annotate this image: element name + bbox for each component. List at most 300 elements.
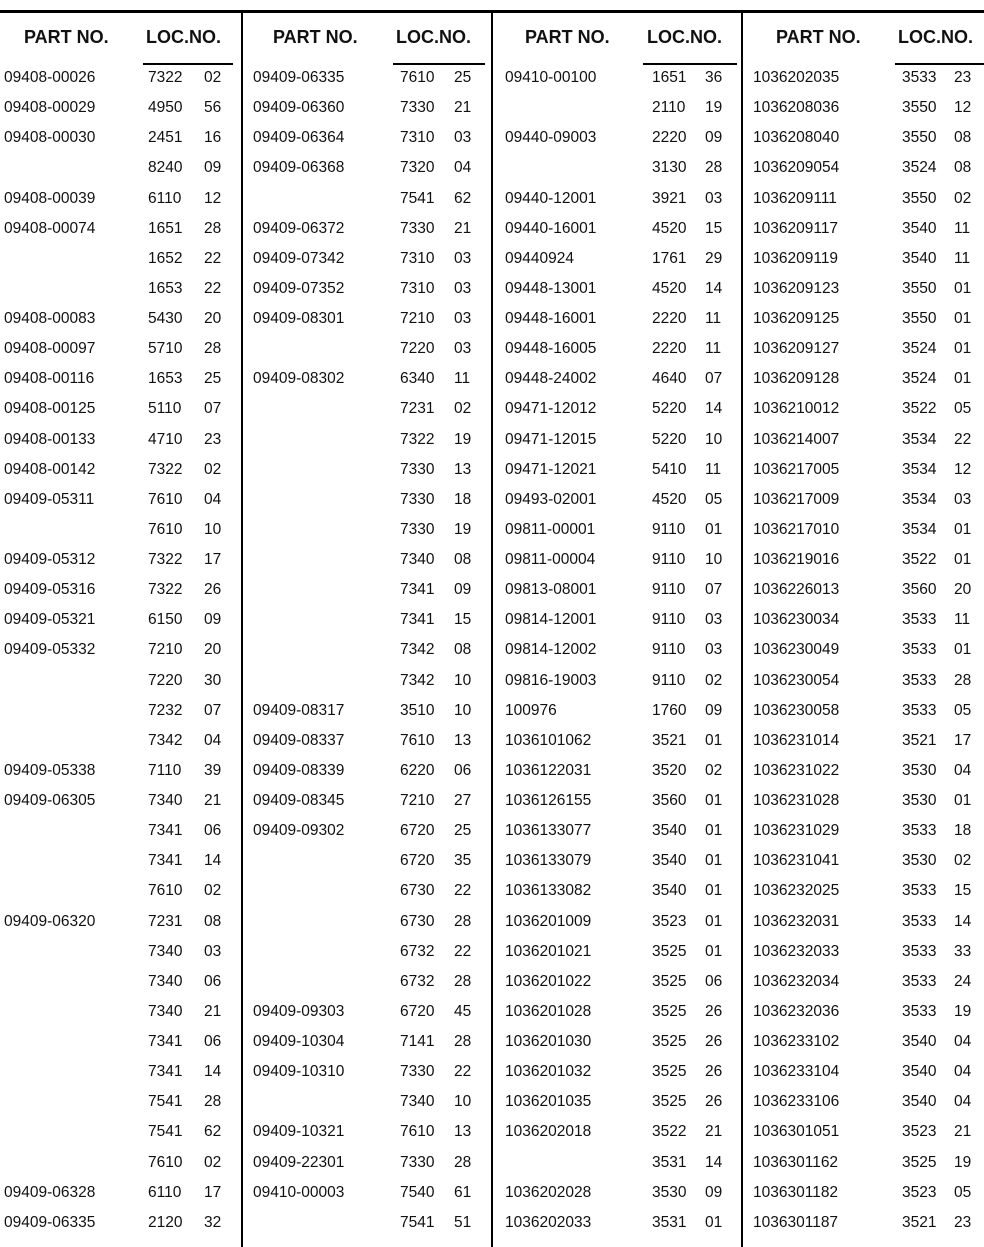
loc-number-sub: 02 <box>204 882 222 900</box>
loc-number-sub: 02 <box>204 460 222 478</box>
part-number: 1036232031 <box>753 912 840 930</box>
part-number: 1036201035 <box>505 1093 592 1111</box>
loc-number-main: 7320 <box>400 159 435 177</box>
part-number: 09409-08337 <box>253 731 345 749</box>
table-row <box>743 364 984 394</box>
loc-number-main: 7340 <box>148 972 183 990</box>
rows-container <box>0 63 241 1238</box>
table-row <box>243 1057 491 1087</box>
loc-number-sub: 04 <box>204 490 222 508</box>
loc-number-sub: 33 <box>954 942 972 960</box>
table-row <box>243 214 491 244</box>
table-row <box>743 1087 984 1117</box>
loc-number-sub: 03 <box>454 340 472 358</box>
part-number: 09409-09303 <box>253 1002 345 1020</box>
loc-number-main: 4640 <box>652 370 687 388</box>
loc-number-sub: 04 <box>954 1093 972 1111</box>
loc-number-sub: 19 <box>954 1002 972 1020</box>
loc-number-sub: 19 <box>454 430 472 448</box>
table-row <box>743 635 984 665</box>
loc-number-sub: 10 <box>204 520 222 538</box>
part-number: 09448-13001 <box>505 279 597 297</box>
loc-number-main: 3550 <box>902 129 937 147</box>
loc-number-main: 3530 <box>652 1183 687 1201</box>
part-number: 09440-12001 <box>505 189 597 207</box>
table-row <box>243 726 491 756</box>
part-number: 09471-12015 <box>505 430 597 448</box>
part-number: 09448-16001 <box>505 310 597 327</box>
loc-number-main: 7341 <box>400 581 435 599</box>
table-row <box>493 153 741 183</box>
loc-no-header: LOC.NO. <box>647 27 722 47</box>
loc-number-sub: 21 <box>204 792 222 809</box>
loc-number-sub: 01 <box>705 731 723 749</box>
part-number: 1036230058 <box>753 701 840 719</box>
table-row <box>743 274 984 304</box>
loc-number-sub: 28 <box>454 1153 472 1171</box>
loc-number-main: 6732 <box>400 972 435 990</box>
table-row <box>0 304 241 334</box>
table-row <box>493 846 741 876</box>
loc-number-main: 3533 <box>902 701 937 719</box>
part-number: 1036209127 <box>753 340 840 358</box>
table-row <box>493 937 741 967</box>
loc-number-sub: 01 <box>705 822 723 840</box>
table-row <box>243 455 491 485</box>
part-number: 1036201030 <box>505 1033 592 1050</box>
part-number: 1036133079 <box>505 852 592 870</box>
loc-number-sub: 28 <box>454 1033 472 1050</box>
loc-number-sub: 62 <box>454 189 472 207</box>
table-row <box>243 907 491 937</box>
loc-number-sub: 09 <box>705 129 723 147</box>
part-number: 09409-05338 <box>4 761 96 779</box>
part-number: 09448-24002 <box>505 370 597 388</box>
part-number: 09493-02001 <box>505 490 597 508</box>
table-row <box>243 1148 491 1178</box>
loc-number-main: 3533 <box>902 611 937 629</box>
loc-number-sub: 02 <box>204 69 222 86</box>
part-number: 09814-12001 <box>505 611 597 629</box>
loc-number-main: 5430 <box>148 310 183 327</box>
part-number: 1036217005 <box>753 460 840 478</box>
loc-number-sub: 61 <box>454 1183 472 1201</box>
loc-number-main: 7610 <box>400 1123 435 1141</box>
loc-number-main: 7322 <box>148 69 183 86</box>
loc-number-main: 1653 <box>148 279 183 297</box>
loc-number-main: 7210 <box>148 641 183 659</box>
part-number: 1036217010 <box>753 520 840 538</box>
part-number: 09409-06335 <box>253 69 345 86</box>
loc-number-sub: 35 <box>454 852 472 870</box>
table-row <box>493 666 741 696</box>
loc-number-sub: 25 <box>454 822 472 840</box>
loc-number-sub: 09 <box>204 611 222 629</box>
part-no-header: PART NO. <box>273 27 358 47</box>
loc-number-main: 3533 <box>902 1002 937 1020</box>
loc-number-sub: 28 <box>454 972 472 990</box>
part-number: 1036230054 <box>753 671 840 689</box>
part-number: 09440-09003 <box>505 129 597 147</box>
loc-number-main: 1652 <box>148 249 183 267</box>
loc-number-main: 3533 <box>902 942 937 960</box>
table-row <box>743 997 984 1027</box>
loc-number-sub: 05 <box>705 490 723 508</box>
loc-number-sub: 10 <box>705 430 723 448</box>
loc-number-sub: 10 <box>454 1093 472 1111</box>
table-row <box>743 967 984 997</box>
part-number: 09408-00083 <box>4 310 96 327</box>
part-number: 1036202028 <box>505 1183 592 1201</box>
table-row <box>743 816 984 846</box>
part-number: 1036233102 <box>753 1033 840 1050</box>
table-row <box>493 545 741 575</box>
part-no-header: PART NO. <box>24 27 109 47</box>
loc-number-main: 1651 <box>652 69 687 86</box>
loc-number-sub: 22 <box>454 882 472 900</box>
loc-number-sub: 19 <box>705 99 723 117</box>
loc-number-main: 9110 <box>652 520 686 538</box>
loc-number-sub: 11 <box>705 340 722 358</box>
table-row <box>243 635 491 665</box>
table-row <box>243 123 491 153</box>
loc-number-main: 3524 <box>902 370 937 388</box>
table-row <box>0 666 241 696</box>
table-row <box>493 394 741 424</box>
table-row <box>493 1057 741 1087</box>
loc-number-main: 3534 <box>902 430 937 448</box>
table-row <box>0 425 241 455</box>
part-number: 09410-00003 <box>253 1183 345 1201</box>
table-row <box>0 696 241 726</box>
loc-number-sub: 17 <box>954 731 972 749</box>
table-row <box>493 997 741 1027</box>
loc-number-sub: 14 <box>705 1153 723 1171</box>
loc-number-main: 7610 <box>148 882 183 900</box>
loc-number-main: 7322 <box>148 551 183 568</box>
loc-number-sub: 22 <box>954 430 972 448</box>
loc-number-main: 7220 <box>148 671 183 689</box>
loc-number-sub: 05 <box>954 1183 972 1201</box>
loc-number-sub: 36 <box>705 69 723 86</box>
loc-number-main: 3525 <box>652 1093 687 1111</box>
loc-number-sub: 26 <box>705 1002 723 1020</box>
loc-number-main: 3524 <box>902 159 937 177</box>
loc-number-sub: 29 <box>705 249 723 267</box>
table-row <box>0 364 241 394</box>
loc-number-sub: 11 <box>705 460 722 478</box>
table-row <box>493 1087 741 1117</box>
loc-number-main: 3533 <box>902 671 937 689</box>
loc-number-sub: 23 <box>954 69 972 86</box>
loc-number-sub: 01 <box>705 912 723 930</box>
loc-number-sub: 08 <box>954 159 972 177</box>
loc-number-main: 7341 <box>148 1063 183 1081</box>
loc-number-main: 3540 <box>902 1063 937 1081</box>
table-row <box>0 575 241 605</box>
part-number: 1036233104 <box>753 1063 840 1081</box>
table-row <box>743 515 984 545</box>
table-row <box>743 123 984 153</box>
loc-number-main: 7610 <box>148 520 183 538</box>
loc-number-main: 3523 <box>902 1123 937 1141</box>
table-row <box>743 1148 984 1178</box>
loc-number-sub: 06 <box>454 761 472 779</box>
loc-number-sub: 01 <box>954 520 972 538</box>
loc-number-sub: 28 <box>454 912 472 930</box>
table-row <box>493 244 741 274</box>
loc-number-sub: 10 <box>454 671 472 689</box>
part-number: 09409-06305 <box>4 792 96 809</box>
part-number: 09409-06320 <box>4 912 96 930</box>
table-row <box>243 63 491 93</box>
loc-number-main: 3540 <box>652 852 687 870</box>
loc-number-main: 3540 <box>652 822 687 840</box>
part-number: 09409-06360 <box>253 99 345 117</box>
table-row <box>743 1057 984 1087</box>
loc-number-sub: 05 <box>954 400 972 418</box>
loc-number-main: 7340 <box>400 1093 435 1111</box>
table-row <box>0 1208 241 1238</box>
table-row <box>243 1087 491 1117</box>
table-row <box>0 63 241 93</box>
loc-number-main: 4520 <box>652 219 687 237</box>
table-row <box>0 153 241 183</box>
loc-number-main: 7330 <box>400 460 435 478</box>
part-number: 1036301187 <box>753 1213 839 1231</box>
table-row <box>0 756 241 786</box>
table-row <box>743 244 984 274</box>
loc-number-main: 7610 <box>400 69 435 86</box>
loc-number-main: 9110 <box>652 671 686 689</box>
loc-number-sub: 01 <box>705 852 723 870</box>
table-row <box>493 1117 741 1147</box>
loc-number-sub: 13 <box>454 731 472 749</box>
table-row <box>493 575 741 605</box>
part-number: 09408-00039 <box>4 189 96 207</box>
loc-number-sub: 04 <box>954 1063 972 1081</box>
loc-number-main: 3525 <box>652 1063 687 1081</box>
table-row <box>243 756 491 786</box>
loc-number-sub: 06 <box>204 1033 222 1050</box>
part-number: 1036209111 <box>753 189 837 207</box>
table-row <box>743 846 984 876</box>
loc-number-main: 3560 <box>652 792 687 809</box>
loc-number-sub: 11 <box>954 219 971 237</box>
loc-number-main: 5410 <box>652 460 687 478</box>
table-row <box>743 63 984 93</box>
loc-number-main: 6720 <box>400 1002 435 1020</box>
table-row <box>0 244 241 274</box>
part-number: 09409-08301 <box>253 310 345 327</box>
loc-number-main: 3525 <box>652 1033 687 1050</box>
loc-number-main: 3540 <box>902 219 937 237</box>
table-row <box>243 876 491 906</box>
loc-number-sub: 28 <box>954 671 972 689</box>
table-row <box>243 364 491 394</box>
table-row <box>243 1178 491 1208</box>
loc-number-main: 3534 <box>902 490 937 508</box>
part-number: 1036231041 <box>753 852 840 870</box>
loc-number-sub: 04 <box>204 731 222 749</box>
loc-number-main: 7141 <box>400 1033 435 1050</box>
loc-number-main: 3531 <box>652 1153 687 1171</box>
part-number: 1036209123 <box>753 279 840 297</box>
part-number: 1036101062 <box>505 731 592 749</box>
loc-number-main: 7330 <box>400 520 435 538</box>
table-row <box>0 937 241 967</box>
table-row <box>743 937 984 967</box>
loc-number-main: 4520 <box>652 279 687 297</box>
loc-number-main: 7322 <box>148 581 183 599</box>
loc-number-sub: 25 <box>454 69 472 86</box>
loc-number-sub: 09 <box>705 701 723 719</box>
loc-number-sub: 02 <box>954 852 972 870</box>
loc-number-main: 3522 <box>902 400 937 418</box>
loc-number-main: 7341 <box>148 1033 183 1050</box>
table-row <box>493 123 741 153</box>
loc-number-main: 6730 <box>400 882 435 900</box>
part-number: 1036226013 <box>753 581 840 599</box>
table-row <box>243 1208 491 1238</box>
part-number: 09409-10304 <box>253 1033 345 1050</box>
table-row <box>0 123 241 153</box>
table-row <box>743 455 984 485</box>
loc-number-main: 7340 <box>148 1002 183 1020</box>
loc-number-sub: 06 <box>204 972 222 990</box>
part-number: 1036133077 <box>505 822 592 840</box>
loc-number-sub: 19 <box>454 520 472 538</box>
loc-no-header: LOC.NO. <box>146 27 221 47</box>
table-row <box>743 545 984 575</box>
loc-number-main: 3533 <box>902 972 937 990</box>
loc-number-sub: 22 <box>454 942 472 960</box>
loc-number-sub: 28 <box>705 159 723 177</box>
loc-number-sub: 02 <box>454 400 472 418</box>
part-no-header: PART NO. <box>776 27 861 47</box>
table-row <box>0 214 241 244</box>
table-row <box>243 1117 491 1147</box>
loc-number-main: 4710 <box>148 430 183 448</box>
loc-number-main: 3550 <box>902 310 937 327</box>
loc-number-main: 9110 <box>652 641 686 659</box>
table-row <box>743 575 984 605</box>
loc-number-sub: 01 <box>954 641 972 659</box>
loc-number-main: 7310 <box>400 249 435 267</box>
part-number: 09408-00142 <box>4 460 96 478</box>
loc-number-main: 7541 <box>148 1093 183 1111</box>
loc-number-sub: 01 <box>954 551 972 568</box>
loc-number-sub: 45 <box>454 1002 472 1020</box>
loc-number-sub: 03 <box>454 310 472 327</box>
loc-number-sub: 14 <box>705 400 723 418</box>
parts-column-2 <box>243 13 491 1247</box>
loc-number-sub: 04 <box>954 1033 972 1050</box>
part-number: 09409-06328 <box>4 1183 96 1201</box>
table-row <box>243 1027 491 1057</box>
table-row <box>0 515 241 545</box>
part-number: 1036202035 <box>753 69 840 86</box>
loc-number-main: 6732 <box>400 942 435 960</box>
table-row <box>243 846 491 876</box>
loc-number-main: 3550 <box>902 99 937 117</box>
loc-number-sub: 18 <box>954 822 972 840</box>
loc-number-sub: 26 <box>204 581 222 599</box>
part-number: 09813-08001 <box>505 581 597 599</box>
table-row <box>493 635 741 665</box>
loc-number-sub: 56 <box>204 99 222 117</box>
table-row <box>243 786 491 816</box>
loc-number-sub: 06 <box>204 822 222 840</box>
loc-number-main: 7110 <box>148 761 182 779</box>
loc-number-sub: 03 <box>954 490 972 508</box>
loc-number-main: 2220 <box>652 129 687 147</box>
loc-number-sub: 01 <box>705 1213 723 1231</box>
loc-no-header: LOC.NO. <box>898 27 973 47</box>
loc-number-sub: 01 <box>954 279 972 297</box>
loc-number-sub: 14 <box>705 279 723 297</box>
loc-number-main: 7210 <box>400 792 435 809</box>
part-number: 09409-05311 <box>4 490 95 508</box>
loc-number-sub: 39 <box>204 761 222 779</box>
table-row <box>493 876 741 906</box>
part-number: 09409-09302 <box>253 822 345 840</box>
loc-number-main: 7330 <box>400 1063 435 1081</box>
loc-number-main: 2110 <box>652 99 686 117</box>
loc-number-main: 6340 <box>400 370 435 388</box>
table-row <box>743 786 984 816</box>
part-number: 1036301162 <box>753 1153 839 1171</box>
loc-number-sub: 22 <box>204 249 222 267</box>
loc-number-sub: 03 <box>705 641 723 659</box>
loc-number-sub: 08 <box>454 551 472 568</box>
table-row <box>743 1117 984 1147</box>
loc-number-sub: 16 <box>204 129 222 147</box>
loc-number-sub: 01 <box>705 882 723 900</box>
part-number: 09448-16005 <box>505 340 597 358</box>
loc-number-sub: 20 <box>954 581 972 599</box>
table-row <box>0 876 241 906</box>
loc-number-main: 3533 <box>902 912 937 930</box>
loc-number-main: 7330 <box>400 99 435 117</box>
part-number: 1036208036 <box>753 99 840 117</box>
part-number: 09409-06364 <box>253 129 345 147</box>
loc-number-main: 8240 <box>148 159 183 177</box>
loc-number-sub: 17 <box>204 1183 222 1201</box>
part-number: 1036301182 <box>753 1183 839 1201</box>
table-row <box>493 93 741 123</box>
loc-number-sub: 26 <box>705 1033 723 1050</box>
loc-number-main: 7342 <box>400 671 435 689</box>
part-number: 1036210012 <box>753 400 840 418</box>
loc-number-main: 3525 <box>902 1153 937 1171</box>
loc-number-main: 2451 <box>148 129 183 147</box>
table-row <box>743 726 984 756</box>
loc-number-main: 7340 <box>400 551 435 568</box>
part-no-header: PART NO. <box>525 27 610 47</box>
table-row <box>493 214 741 244</box>
loc-number-main: 3523 <box>902 1183 937 1201</box>
part-number: 1036126155 <box>505 792 592 809</box>
loc-number-main: 5220 <box>652 400 687 418</box>
loc-number-main: 3520 <box>652 761 687 779</box>
table-row <box>0 635 241 665</box>
part-number: 09409-06372 <box>253 219 345 237</box>
loc-number-main: 7610 <box>400 731 435 749</box>
loc-number-sub: 22 <box>454 1063 472 1081</box>
table-row <box>0 184 241 214</box>
loc-number-main: 7610 <box>148 490 183 508</box>
